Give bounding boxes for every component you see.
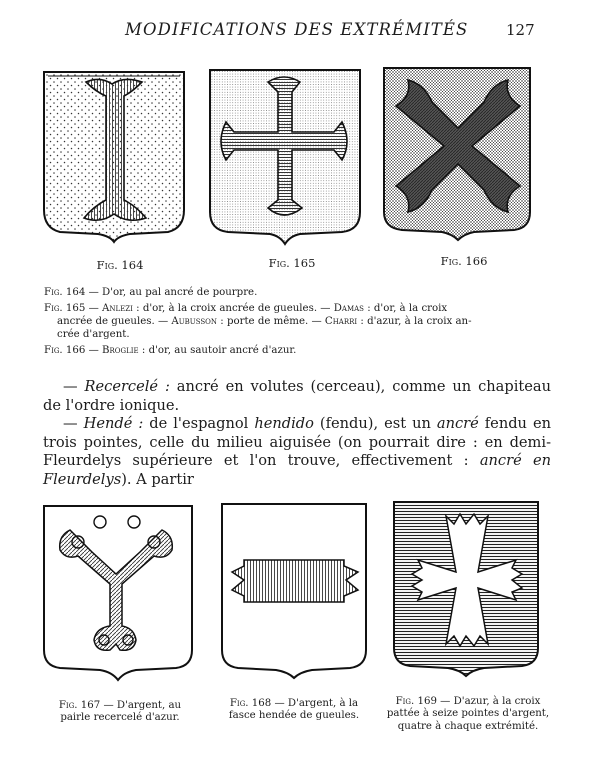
caption-168-line2: fasce hendée de gueules. bbox=[228, 710, 360, 722]
caption-fig-166: Fig. 166 bbox=[440, 254, 488, 268]
shield-fig-165 bbox=[210, 70, 360, 244]
legend-164-text: — D'or, au pal ancré de pourpre. bbox=[85, 287, 258, 298]
legend-164-num: Fig. 164 bbox=[44, 287, 86, 298]
caption-169-line3: quatre à chaque extrémité. bbox=[397, 720, 539, 732]
p1-dash: — bbox=[63, 378, 85, 395]
figure-legend bbox=[44, 286, 554, 357]
caption-fig-167 bbox=[40, 700, 200, 725]
legend-165-damas: Damas bbox=[333, 303, 364, 314]
paragraph-recercele bbox=[43, 378, 551, 415]
paragraph-hende bbox=[43, 415, 551, 489]
p2-dash: — bbox=[63, 415, 84, 433]
caption-fig-164: Fig. 164 bbox=[96, 258, 144, 272]
legend-165-e: : porte de même. — bbox=[217, 316, 325, 327]
legend-165-f: : d'azur, à la croix an- bbox=[357, 316, 472, 327]
term-ancre: ancré bbox=[436, 415, 479, 433]
page-number: 127 bbox=[506, 21, 535, 39]
caption-fig-165: Fig. 165 bbox=[268, 256, 316, 270]
legend-165-d: ancrée de gueules. — bbox=[57, 316, 172, 327]
caption-167-line2: pairle recercelé d'azur. bbox=[60, 712, 180, 724]
caption-168-line1: — D'argent, à la bbox=[271, 698, 359, 709]
caption-168-num: Fig. 168 bbox=[229, 698, 272, 709]
legend-165-aubusson: Aubusson bbox=[171, 316, 218, 327]
shield-fig-166 bbox=[384, 68, 530, 240]
term-recercele: Recercelé : bbox=[84, 378, 170, 395]
caption-167-line1: — D'argent, au bbox=[100, 700, 182, 711]
term-hendido: hendido bbox=[254, 415, 314, 433]
p2-a: de l'espagnol bbox=[143, 415, 255, 433]
legend-166-num: Fig. 166 bbox=[44, 345, 86, 356]
caption-169-line1: — D'azur, à la croix bbox=[436, 696, 541, 707]
legend-166-b: : d'or, au sautoir ancré d'azur. bbox=[138, 345, 297, 356]
page-title: MODIFICATIONS DES EXTRÉMITÉS bbox=[125, 20, 469, 39]
legend-165-charri: Charri bbox=[324, 316, 358, 327]
shield-fig-164 bbox=[44, 72, 184, 242]
body-text bbox=[43, 378, 551, 490]
caption-169-line2: pattée à seize pointes d'argent, bbox=[386, 708, 550, 720]
caption-fig-168 bbox=[214, 698, 374, 723]
p2-c: fendu en trois pointes, celle du milieu aiguisée (on pourrait dire : en demi-Fleurdelys supérieure et l'on trouve, effectivement : bbox=[43, 415, 551, 470]
legend-165-a: — bbox=[85, 303, 103, 314]
p2-b: (fendu), est un bbox=[313, 415, 437, 433]
caption-169-num: Fig. 169 bbox=[395, 696, 437, 707]
legend-166-broglie: Broglie bbox=[102, 345, 139, 356]
legend-165-num: Fig. 165 bbox=[44, 303, 86, 314]
legend-165-g: crée d'argent. bbox=[57, 329, 130, 340]
legend-166-a: — bbox=[85, 345, 103, 356]
term-hende: Hendé : bbox=[83, 415, 144, 433]
term-fleurdelys: ancré en Fleurdelys bbox=[43, 452, 551, 488]
caption-167-num: Fig. 167 bbox=[58, 700, 101, 711]
shield-fig-168 bbox=[222, 504, 366, 678]
shield-fig-167 bbox=[44, 506, 192, 680]
legend-165-b: : d'or, à la croix ancrée de gueules. — bbox=[132, 303, 334, 314]
caption-fig-169 bbox=[382, 696, 554, 733]
legend-165-c: : d'or, à la croix bbox=[363, 303, 448, 314]
legend-165-anlezi: Anlezi bbox=[102, 303, 133, 314]
shield-fig-169 bbox=[394, 502, 538, 676]
p1-text: ancré en volutes (cerceau), comme un chapiteau de l'ordre ionique. bbox=[43, 378, 551, 414]
p2-d: ). A partir bbox=[121, 470, 194, 488]
